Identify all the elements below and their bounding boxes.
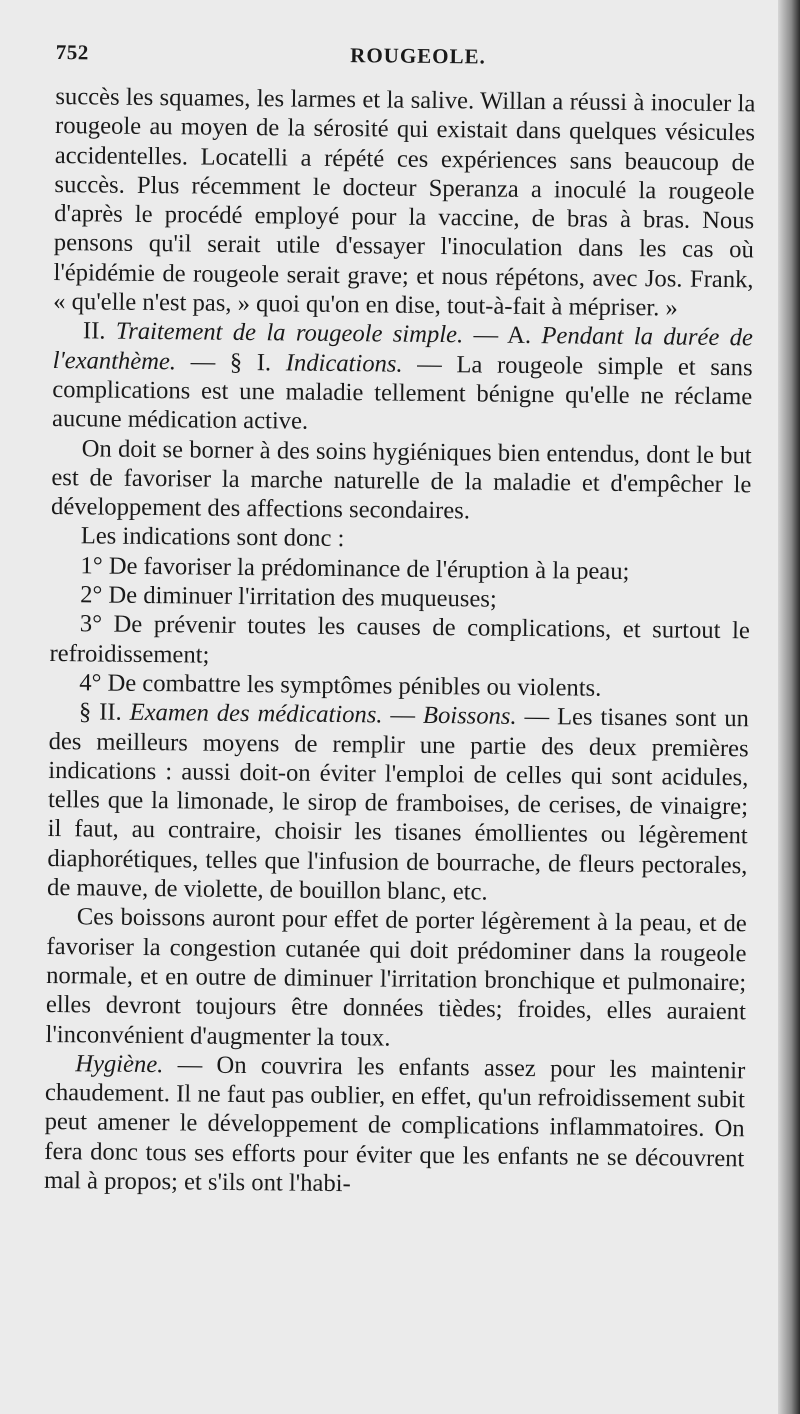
subsection-title: Pendant la durée de l'exanthème. (52, 322, 754, 375)
page-edge-shadow (778, 0, 800, 1414)
paragraph-hygiene-care: On doit se borner à des soins hygiéniques bien entendus, dont le but est de favoriser la marche naturelle de la maladie et d'empêcher le développement des affections secondaires. (50, 434, 752, 525)
subsection-letter: — A. (473, 321, 532, 350)
section-number: II. (82, 317, 106, 345)
paragraph-body: — La rougeole simple et sans complications est une maladie tellement bénigne qu'elle ne réclame aucune médication active. (51, 350, 753, 435)
paragraph-mark: § II. (78, 698, 122, 726)
indications-intro: Les indications sont donc : (80, 522, 345, 553)
paragraph-body: — Les tisanes sont un des meilleurs moyens de remplir une partie des deux premières indications : aussi doit-on éviter l'emploi de celles qui sont acidules, telles que la limonade, le sirop de framboises, de cerises, de vinaigre; il faut, au contraire, choisir les tisanes émollientes ou légèrement diaphorétiques, telles que l'infusion de bourrache, de fleurs pectorales, de mauve, de violette, de bouillon blanc, etc. (46, 703, 750, 906)
indication-item-1: 1° De favoriser la prédominance de l'éruption à la peau; (80, 552, 630, 585)
indication-item-4: 4° De combattre les symptômes pénibles ou violents. (79, 669, 602, 702)
medications-title: Examen des médications. (129, 699, 383, 729)
paragraph-treatment-heading (52, 316, 753, 441)
dash: — (390, 701, 416, 730)
book-page (44, 40, 756, 1203)
paragraph-drinks-effect: Ces boissons auront pour effet de porter légèrement à la peau, et de favoriser la congestion cutanée qui doit prédominer dans la rougeole normale, et en outre de diminuer l'irritation bronchique et pulmonaire; elles devront toujours être données tièdes; froides, elles auraient l'inconvénient d'augmenter la toux. (45, 903, 747, 1052)
page-header (56, 40, 756, 89)
paragraph-medications (47, 697, 749, 909)
drinks-title: Boissons. (422, 702, 517, 731)
indication-item-2: 2° De diminuer l'irritation des muqueuses; (80, 581, 497, 613)
indications-title: Indications. (285, 349, 403, 378)
running-title: ROUGEOLE. (350, 43, 486, 69)
hygiene-title: Hygiène. (75, 1050, 164, 1078)
paragraph-inoculation: succès les squames, les larmes et la salive. Willan a réussi à inoculer la rougeole au moyen de la sérosité qui existait dans quelques vésicules accidentelles. Locatelli a répété ces expériences sans beaucoup de succès. Plus récemment le docteur Speranza a inoculé la rougeole d'après le procédé employé pour la vaccine, de bras à bras. Nous pensons qu'il serait utile d'essayer l'inoculation dans les cas où l'épidémie de rougeole serait grave; et nous répétons, avec Jos. Frank, « qu'elle n'est pas, » quoi qu'on en dise, tout-à-fait à mépriser. » (53, 82, 756, 322)
section-title: Traitement de la rougeole simple. (115, 318, 464, 349)
indication-item-3: 3° De prévenir toutes les causes de complications, et surtout le refroidissement; (49, 610, 750, 669)
paragraph-body: — On couvrira les enfants assez pour les maintenir chaudement. Il ne faut pas oublier, en effet, qu'un refroidissement subit peut amener le développement de complications inflammatoires. On fera donc tous ses efforts pour éviter que les enfants ne se découvrent mal à propos; et s'ils ont l'habi- (43, 1051, 746, 1198)
paragraph-mark: — § I. (190, 348, 272, 376)
page-number: 752 (55, 40, 89, 65)
paragraph-hygiene (44, 1049, 745, 1203)
